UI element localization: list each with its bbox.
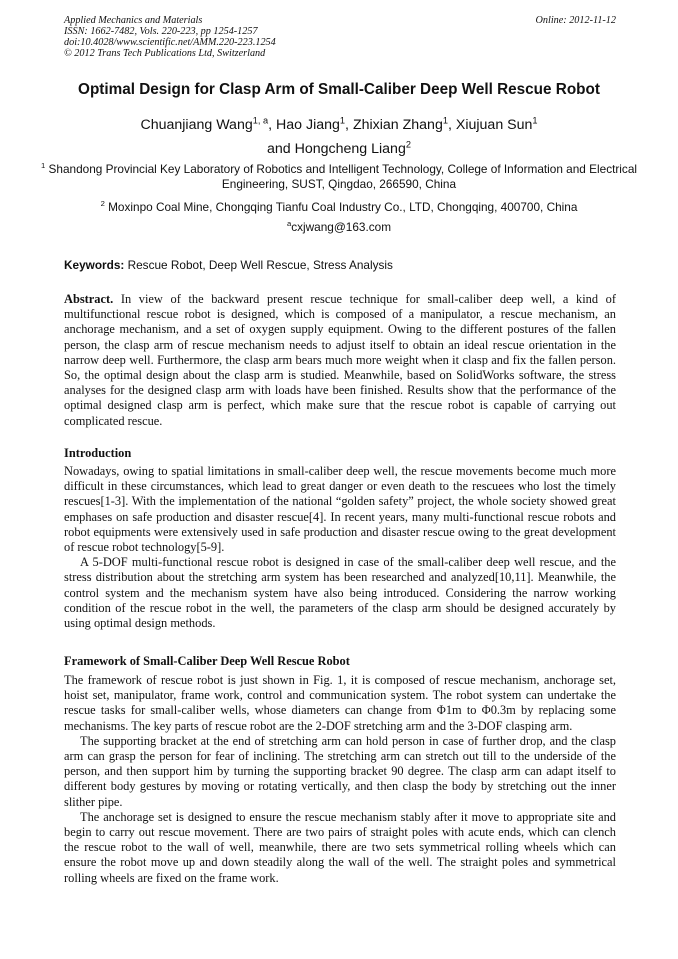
author-line-1: Chuanjiang Wang$^{1, a}$, Hao Jiang$^1$, Zhixian Zhang$^1$, Xiujuan Sun$^1$ bbox=[140, 115, 538, 133]
keywords bbox=[64, 258, 616, 272]
paragraph: Nowadays, owing to spatial limitations in small-caliber deep well, the rescue movements become much more difficult in these circumstances, which lead to great danger or even death to the rescuees who lost the timely rescues[1-3]. With the implementation of the national “golden safety” project, the whole society showed great emphases on safe production and disaster rescue[4]. In recent years, many multi-functional rescue robots and robot equipments were extensively used in safe production and disaster rescue owing to the great development of rescue robot technology[5-9]. bbox=[64, 464, 616, 555]
issn-line: ISSN: 1662-7482, Vols. 220-223, pp 1254-1257 bbox=[64, 26, 258, 37]
author-name: Hao Jiang bbox=[276, 117, 340, 133]
journal-header bbox=[64, 15, 616, 59]
keywords-text: Rescue Robot, Deep Well Rescue, Stress Analysis bbox=[127, 258, 393, 272]
affiliation-text: Shandong Provincial Key Laboratory of Robotics and Intelligent Technology, College of Information and Electrical Engineering, SUST, Qingdao, 266590, China bbox=[48, 162, 637, 191]
author-sup: 2 bbox=[405, 139, 411, 150]
email-line bbox=[40, 220, 638, 234]
author-line-2 bbox=[40, 137, 638, 161]
author-name: and Hongcheng Liang bbox=[267, 141, 406, 157]
introduction-body bbox=[64, 464, 616, 631]
affiliation-sup: 1 bbox=[41, 161, 46, 171]
email-sup: a bbox=[286, 219, 292, 229]
keywords-label: Keywords: bbox=[64, 258, 125, 272]
author-list bbox=[40, 113, 638, 161]
paragraph: The supporting bracket at the end of stretching arm can hold person in case of further drop, and the clasp arm can grasp the person for fear of inclining. The stretching arm can stretch out till to the underside of the person, and then support him by turning the supporting bracket 90 degree. The clasp arm can adapt itself to different body gestures by moving or rotating vertically, and then clasp the body by stretching out the inner slither pipe. bbox=[64, 733, 616, 809]
journal-name: Applied Mechanics and Materials bbox=[64, 15, 203, 26]
paragraph: A 5-DOF multi-functional rescue robot is designed in case of the small-caliber deep well rescue, and the stress distribution about the stretching arm system has been researched and analyzed[10,11]. Meanwhile, the control system and the mechanism system have also being introduced. Considering the narrow working condition of the rescue robot in the well, the parameters of the clasp arm should be designed accurately by using optimal design methods. bbox=[64, 555, 616, 631]
affiliation-sup: 2 bbox=[100, 199, 105, 209]
online-date: Online: 2012-11-12 bbox=[535, 15, 616, 26]
section-heading-introduction: Introduction bbox=[64, 446, 132, 460]
author-sup: 1 bbox=[442, 115, 448, 126]
copyright-line: © 2012 Trans Tech Publications Ltd, Switzerland bbox=[64, 48, 266, 59]
paragraph: The framework of rescue robot is just shown in Fig. 1, it is composed of rescue mechanism, anchorage set, hoist set, manipulator, frame work, control and communication system. The robot system can undertake the rescue tasks for small-caliber wells, whose diameters can change from Φ1m to Φ0.3m by replacing some mechanisms. The key parts of rescue robot are the 2-DOF stretching arm and the 3-DOF clasping arm. bbox=[64, 673, 616, 733]
author-name: Zhixian Zhang bbox=[352, 117, 443, 133]
paragraph: The anchorage set is designed to ensure the rescue mechanism stably after it move to appropriate site and begin to carry out rescue movement. There are two pairs of straight poles with acute ends, which can clench the rescue robot to the wall of well, meanwhile, there are two sets symmetrical rolling wheels which can ensure the robot move up and down steadily along the wall of the well. The straight poles and symmetrical rolling wheels are fixed on the frame work. bbox=[64, 809, 616, 885]
section-heading-framework: Framework of Small-Caliber Deep Well Rescue Robot bbox=[64, 654, 350, 668]
email-address: cxjwang@163.com bbox=[291, 220, 392, 234]
author-sup: 1, a bbox=[252, 115, 269, 126]
abstract-label: Abstract. bbox=[64, 292, 114, 306]
doi-line: doi:10.4028/www.scientific.net/AMM.220-223.1254 bbox=[64, 37, 276, 48]
author-sup: 1 bbox=[532, 115, 538, 126]
author-sup: 1 bbox=[339, 115, 346, 126]
abstract-text: In view of the backward present rescue technique for small-caliber deep well, a kind of multifunctional rescue robot is designed, which is composed of a manipulator, a rescue mechanism, an anchorage mechanism, and a set of oxygen supply equipment. Owing to the different postures of the fallen person, the clasp arm of rescue mechanism needs to adjust itself to obtain an ideal rescue orientation in the narrow deep well. Furthermore, the clasp arm bears much more weight when it clasp and fix the fallen person. So, the optimal design about the clasp arm is studied. Meanwhile, based on SolidWorks software, the stress analyses for the designed clasp arm with loads have been finished. Results show that the performance of the optimal designed clasp arm is perfect, which make sure that the rescue robot is capable of carrying out complicated rescue. bbox=[64, 292, 616, 428]
author-name: Xiujuan Sun bbox=[455, 117, 533, 133]
author-name: Chuanjiang Wang bbox=[140, 117, 253, 133]
affiliation-2 bbox=[40, 200, 638, 215]
abstract bbox=[64, 292, 616, 429]
affiliation-text: Moxinpo Coal Mine, Chongqing Tianfu Coal Industry Co., LTD, Chongqing, 400700, China bbox=[108, 200, 578, 214]
paper-title: Optimal Design for Clasp Arm of Small-Caliber Deep Well Rescue Robot bbox=[78, 81, 600, 98]
affiliation-1 bbox=[40, 162, 638, 192]
framework-body bbox=[64, 673, 616, 886]
